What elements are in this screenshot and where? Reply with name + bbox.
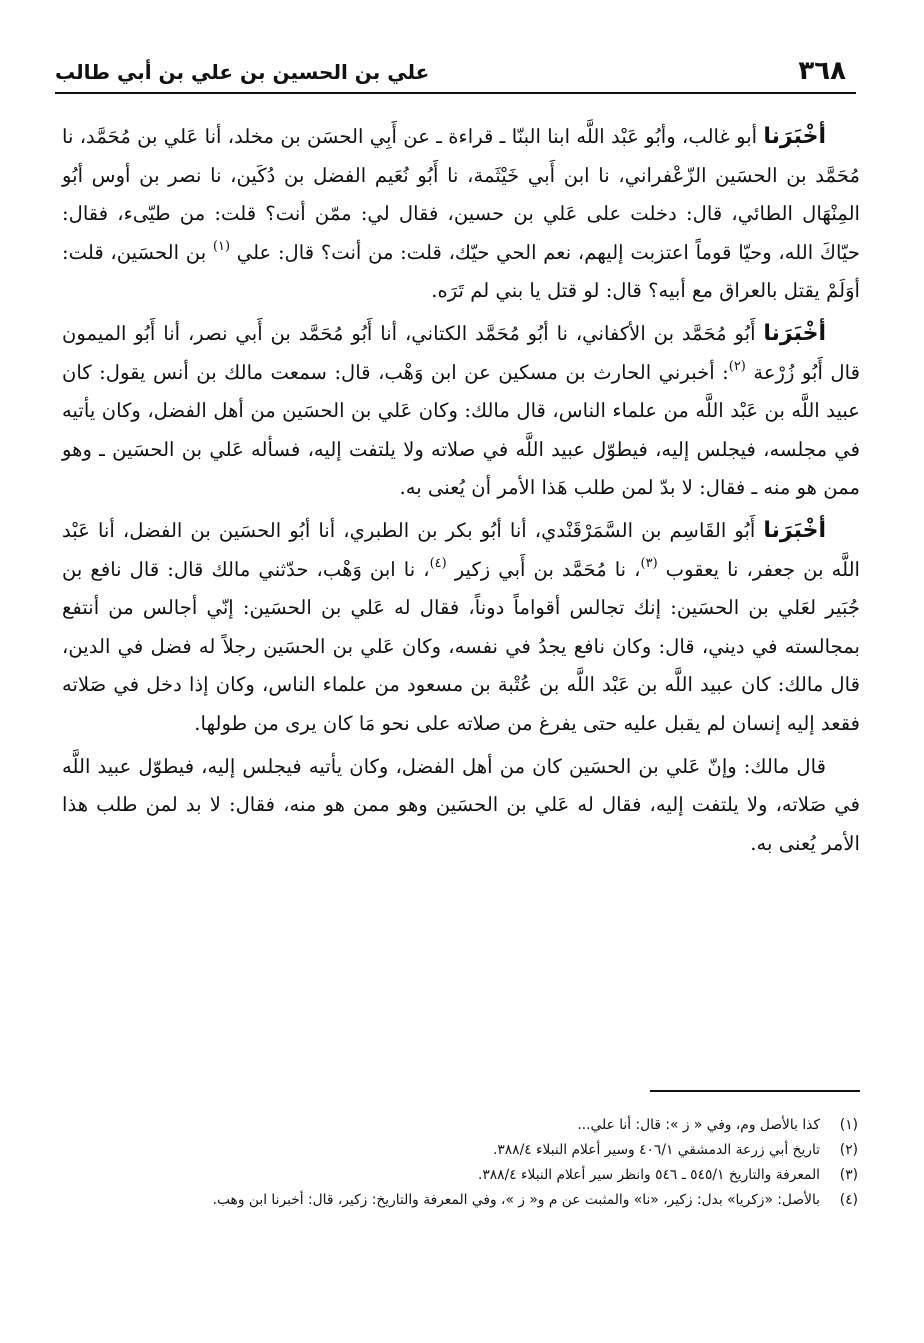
footnote-number: (٤) bbox=[839, 1192, 858, 1208]
running-title: علي بن الحسين بن علي بن أبي طالب bbox=[55, 60, 430, 84]
paragraph-text: ، نا ابن وَهْب، حدّثني مالك قال: قال نافع بن جُبَير لعَلي بن الحسَين: إنك تجالس أقواماً دوناً، فقال له عَلي بن الحسَين: إنّي أجالس من أنتفع بمجالسته في ديني، قال: وكان نافع يجدُ في نفسه، وكان عَلي بن الحسَين رجلاً له فضل في الدين، قال مالك: كان عبيد اللَّه بن عَبْد اللَّه بن عُتْبة بن مسعود من علماء الناس، وكان إذا دخل في صَلاته فقعد إليه إنسان لم يقبل عليه حتى يفرغ من صلاته على نحو مَا كان يرى من طولها. bbox=[62, 557, 860, 735]
page-number: ٣٦٨ bbox=[798, 56, 846, 86]
footnote-item bbox=[62, 1188, 858, 1213]
footnote-reference: (٤) bbox=[429, 555, 447, 571]
paragraph-text: أَبُو القَاسِم بن السَّمَرْقَنْدي، أنا أبُو بكر بن الطبري، أنا أبُو الحسَين بن الفضل، أنا عَبْد اللَّه بن جعفر، نا يعقوب bbox=[62, 518, 860, 581]
paragraph-text: أَبُو مُحَمَّد بن الأكفاني، نا أبُو مُحَمَّد الكتاني، أنا أَبُو مُحَمَّد بن أَبي نصر، أنا أَبُو الميمون قال أَبُو زُرْعة bbox=[62, 321, 860, 384]
footnote-number: (١) bbox=[839, 1117, 858, 1133]
footnote-text: بالأصل: «زكريا» بدل: زكير، «نا» والمثبت عن م و« ز »، وفي المعرفة والتاريخ: زكير، قال: أخبرنا ابن وهب. bbox=[212, 1192, 820, 1208]
main-text bbox=[62, 118, 860, 867]
page-header bbox=[55, 52, 856, 94]
paragraph-text: أبو غالب، وأبُو عَبْد اللَّه ابنا البنّا ـ قراءة ـ عن أَبِي الحسَن بن مخلد، أنا عَلي بن مُحَمَّد، نا مُحَمَّد بن الحسَين الزّعْفراني، نا ابن أَبي خَيْثَمة، نا أَبُو نُعَيم الفضل بن دُكَين، نا نصر بن أوس أبُو المِنْهَال الطائي، قال: دخلت على عَلي بن حسين، فقال لي: ممّن أنت؟ قلت: من طيّىء، فقال: حيّاكَ الله، وحيّا قوماً اعتزبت إليهم، نعم الحي حيّك، قلت: من أنت؟ قال: علي bbox=[62, 125, 860, 264]
footnote-text: المعرفة والتاريخ ٥٤٥/١ ـ ٥٤٦ وانظر سير أعلام النبلاء ٣٨٨/٤. bbox=[477, 1167, 820, 1183]
footnote-number: (٢) bbox=[839, 1142, 858, 1158]
footnote-item bbox=[62, 1113, 858, 1138]
paragraph-2 bbox=[62, 315, 860, 508]
lead-word: أخْبَرَنا bbox=[763, 124, 826, 149]
lead-word: أخْبَرَنا bbox=[763, 517, 826, 543]
footnote-divider bbox=[650, 1090, 860, 1092]
paragraph-3 bbox=[62, 512, 860, 744]
paragraph-text: قال مالك: وإنّ عَلي بن الحسَين كان من أهل الفضل، وكان يأتيه فيجلس إليه، فيطوّل عبيد اللَّه في صَلاته، ولا يلتفت إليه، فقال له عَلي بن الحسَين وهو ممن هو منه، فقال: لا بد لمن طلب هذا الأمر يُعنى به. bbox=[62, 754, 860, 855]
footnote-reference: (٢) bbox=[728, 358, 746, 374]
footnote-number: (٣) bbox=[839, 1167, 858, 1183]
footnote-item bbox=[62, 1138, 858, 1163]
footnote-text: كذا بالأصل وم، وفي « ز »: قال: أنا علي... bbox=[577, 1117, 820, 1133]
lead-word: أخْبَرَنا bbox=[763, 320, 826, 346]
footnote-reference: (١) bbox=[212, 238, 231, 254]
footnotes bbox=[62, 1113, 858, 1213]
paragraph-4 bbox=[62, 748, 860, 864]
paragraph-text: ، نا مُحَمَّد بن أَبي زكير bbox=[454, 557, 641, 581]
paragraph-1 bbox=[62, 118, 860, 311]
footnote-reference: (٣) bbox=[640, 555, 658, 571]
paragraph-text: : أخبرني الحارث بن مسكين عن ابن وَهْب، قال: سمعت مالك بن أنس يقول: كان عبيد اللَّه بن عَبْد اللَّه من علماء الناس، قال مالك: وكان عَلي بن الحسَين من أهل الفضل، وكان يأتيه في مجلسه، فيجلس إليه، فيطوّل عبيد اللَّه في صلاته ولا يلتفت إليه، فسأله عَلي بن الحسَين ـ وهو ممن هو منه ـ فقال: لا بدّ لمن طلب هَذا الأمر أن يُعنى به. bbox=[62, 360, 860, 500]
footnote-item bbox=[62, 1163, 858, 1188]
footnote-text: تاريخ أبي زرعة الدمشقي ٤٠٦/١ وسير أعلام النبلاء ٣٨٨/٤. bbox=[492, 1142, 820, 1158]
paragraph-text: بن الحسَين، قلت: أوَلَمْ يقتل بالعراق مع أبيه؟ قال: لو قتل يا بني لم تَرَه. bbox=[62, 240, 860, 303]
